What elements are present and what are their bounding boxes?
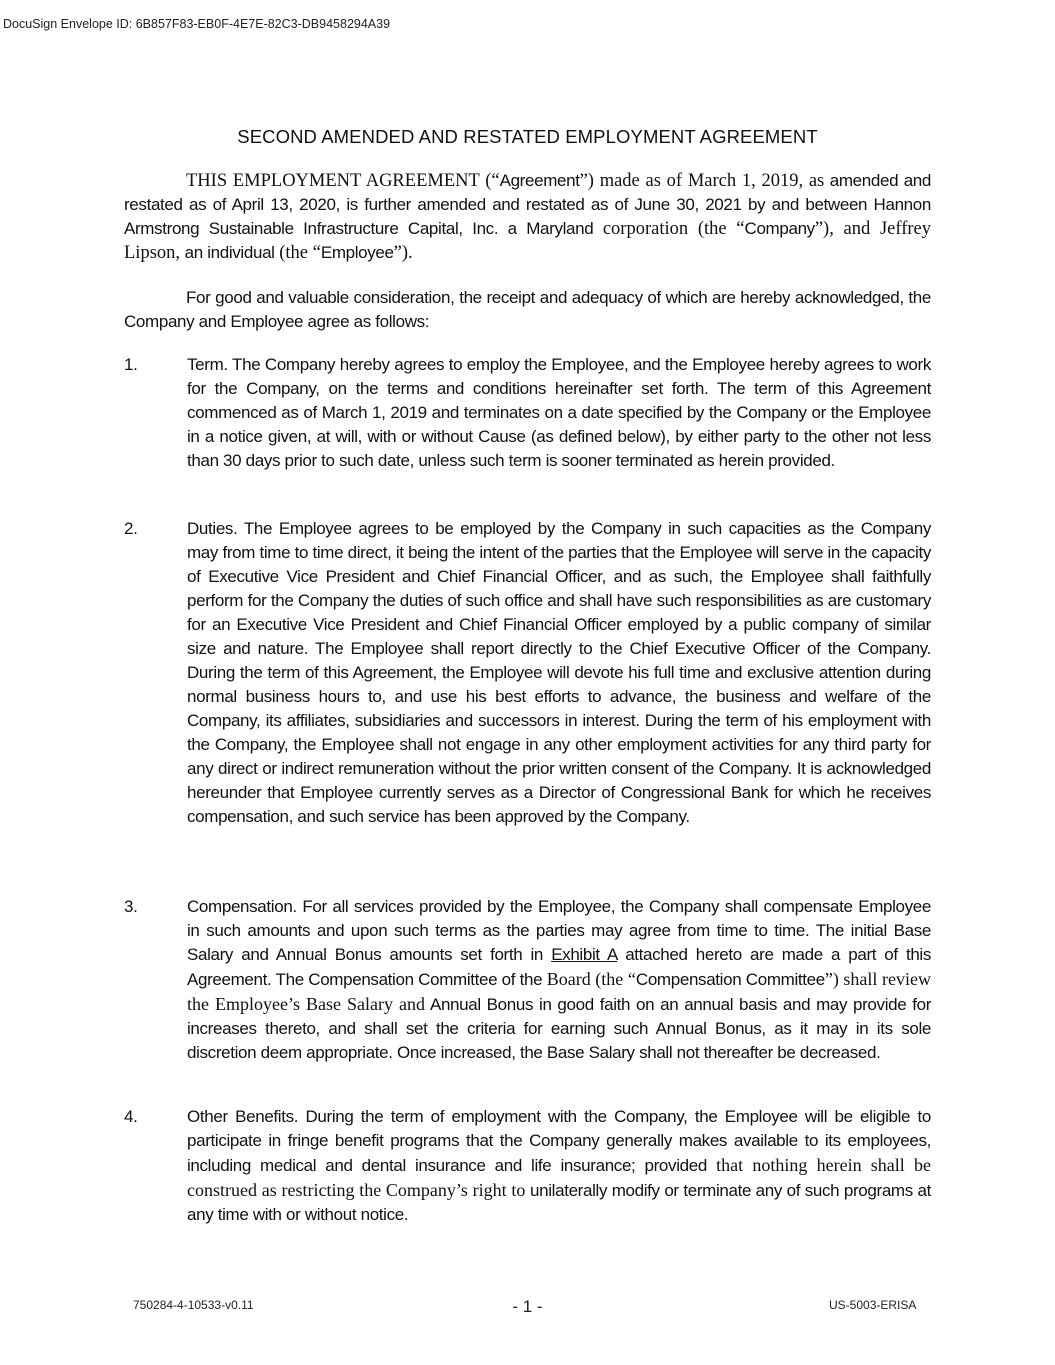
section-compensation — [124, 895, 931, 1065]
intro-text: THIS EMPLOYMENT AGREEMENT (“ — [186, 171, 500, 191]
intro-text: (the “ — [274, 243, 321, 263]
section-content — [187, 895, 931, 1065]
section-other-benefits — [124, 1105, 931, 1227]
section-content — [187, 517, 931, 829]
section-text: During the term of employment with the Company, the Employee will be eligible to participate in fringe benefit programs that the Company generally makes available to its employees, including medical and dental insurance and life insurance; provided — [187, 1107, 931, 1175]
section-duties — [124, 517, 931, 829]
section-heading: Duties. — [187, 519, 238, 538]
defined-term-company: Company — [744, 219, 815, 238]
defined-term-employee: Employee — [320, 243, 394, 262]
section-heading: Other Benefits. — [187, 1107, 299, 1126]
section-content — [187, 353, 931, 473]
section-number: 1. — [124, 355, 138, 374]
section-term — [124, 353, 931, 473]
consideration-paragraph — [124, 286, 931, 334]
section-number: 3. — [124, 897, 138, 916]
consideration-text: For good and valuable consideration, the receipt and adequacy of which are hereby acknowledged, the Company and Employee agree as follows: — [124, 288, 931, 331]
section-number: 4. — [124, 1107, 138, 1126]
section-text: Board (the “ — [546, 969, 636, 989]
section-text: For all services provided by the Employee, the Company shall compensate Employee in such amounts and upon such terms as the parties may agree from time to time. The initial Base Salary and Annual Bonus amounts set forth in — [187, 897, 931, 964]
docusign-envelope-id: DocuSign Envelope ID: 6B857F83-EB0F-4E7E-82C3-DB9458294A39 — [3, 17, 391, 31]
intro-text: corporation (the “ — [602, 219, 745, 239]
section-text: that nothing herein shall be construed as restricting the Company’s right to — [187, 1155, 932, 1200]
section-text: The Employee agrees to be employed by the Company in such capacities as the Company may from time to time direct, it being the intent of the parties that the Employee will serve in the capacity of Executive Vice President and Chief Financial Officer, and as such, the Employee shall faithfully perform for the Company the duties of such office and shall have such responsibilities as are customary for an Executive Vice President and Chief Financial Officer employed by a public company of similar size and nature. The Employee shall report directly to the Chief Executive Officer of the Company. During the term of this Agreement, the Employee will devote his full time and exclusive attention during normal business hours to, and use his best efforts to advance, the business and welfare of the Company, its affiliates, subsidiaries and successors in interest. During the term of his employment with the Company, the Employee shall not engage in any other employment activities for any third party for any direct or indirect remuneration without the prior written consent of the Company. It is acknowledged hereunder that Employee currently serves as a Director of Congressional Bank for which he receives compensation, and such service has been approved by the Company. — [187, 519, 931, 826]
section-content — [187, 1105, 931, 1227]
section-heading: Term. — [187, 355, 228, 374]
section-text: Annual Bonus in good faith on an annual basis and may provide for increases thereto, and shall set the criteria for earning such Annual Bonus, as it may in its sole discretion deem appropriate. Once increased, the Base Salary shall not thereafter be decreased. — [187, 995, 932, 1062]
exhibit-a-reference: Exhibit A — [551, 945, 618, 964]
footer-document-code: 750284-4-10533-v0.11 — [133, 1298, 254, 1312]
intro-text: amended and restated as of April 13, 2020, is further amended and restated as of June 30, 2021 by and between Hannon Armstrong Sustainable Infrastructure Capital, Inc. a Maryland — [124, 171, 932, 238]
defined-term-compensation-committee: Compensation Committee — [635, 970, 825, 989]
section-text: unilaterally modify or terminate any of such programs at any time with or without notice. — [187, 1181, 931, 1224]
defined-term-agreement: Agreement — [499, 171, 580, 190]
section-number: 2. — [124, 519, 138, 538]
section-text: The Company hereby agrees to employ the Employee, and the Employee hereby agrees to work for the Company, on the terms and conditions hereinafter set forth. The term of this Agreement commenced as of March 1, 2019 and terminates on a date specified by the Company or the Employee in a notice given, at will, with or without Cause (as defined below), by either party to the other not less than 30 days prior to such date, unless such term is sooner terminated as herein provided. — [187, 355, 931, 470]
section-text: attached hereto are made a part of this Agreement. The Compensation Committee of the — [187, 945, 932, 989]
section-text: ”) shall review the Employee’s Base Salary and — [187, 969, 931, 1014]
intro-text: ”). — [393, 243, 413, 263]
section-heading: Compensation. — [187, 897, 297, 916]
page-number: - 1 - — [512, 1297, 543, 1316]
intro-text: ”), and Jeffrey Lipson, — [124, 219, 931, 263]
footer-form-code: US-5003-ERISA — [829, 1298, 917, 1312]
document-title: SECOND AMENDED AND RESTATED EMPLOYMENT AGREEMENT — [237, 126, 818, 147]
intro-paragraph — [124, 169, 931, 265]
intro-text: ”) made as of March 1, 2019, as — [579, 171, 825, 191]
intro-text: an individual — [184, 243, 275, 262]
